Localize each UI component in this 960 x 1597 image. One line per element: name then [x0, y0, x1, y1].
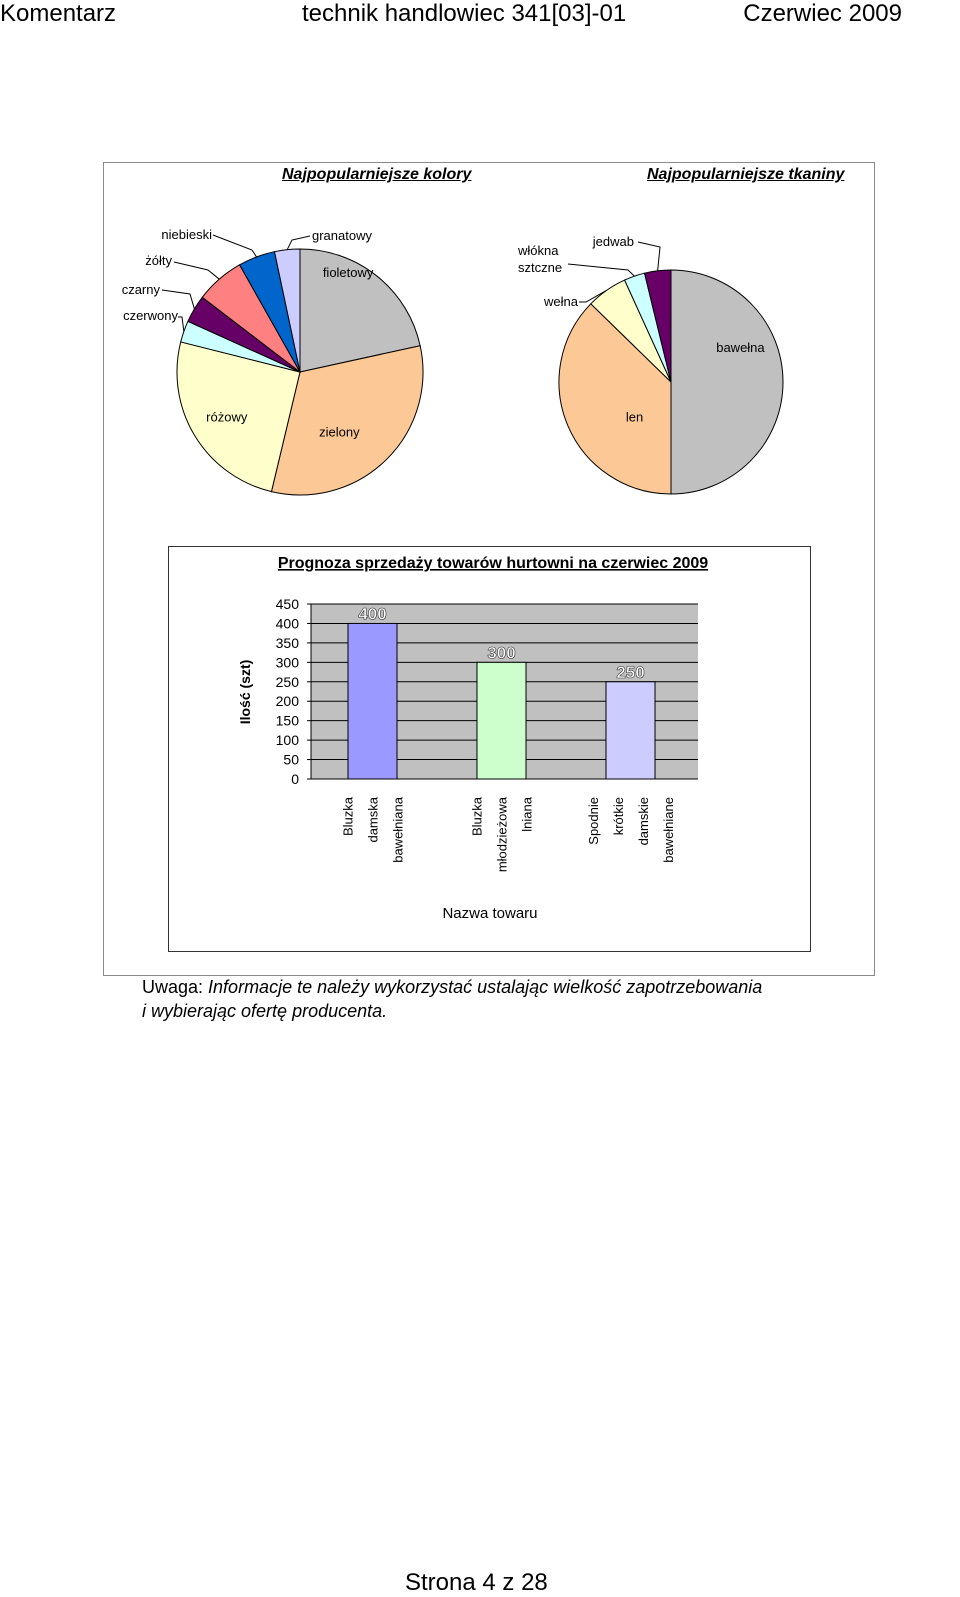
pie-label-0: bawełna — [716, 340, 765, 355]
bar-0 — [348, 623, 397, 779]
pie-label-1: zielony — [319, 424, 360, 440]
category-label: lniana — [519, 797, 535, 832]
header-center: technik handlowiec 341[03]-01 — [302, 0, 627, 27]
note-text-2: i wybierając ofertę producenta. — [142, 1001, 388, 1021]
bar-data-label-0: 400 — [358, 604, 387, 624]
note-line-1 — [142, 975, 762, 999]
category-label: damska — [365, 797, 381, 843]
pie-label-3: włókna sztczne — [518, 243, 563, 275]
category-label: bawełniane — [661, 797, 676, 863]
y-tick-label: 450 — [275, 596, 299, 612]
fabrics-pie-chart — [508, 222, 838, 542]
pie-leader-line-4 — [638, 242, 660, 271]
pie-label-4: czarny — [121, 282, 160, 297]
category-label: Bluzka — [469, 797, 485, 837]
pie-slice-0 — [671, 270, 783, 494]
pie-label-3: czerwony — [123, 308, 178, 323]
category-label: damskie — [636, 797, 651, 846]
pie-leader-line-4 — [162, 290, 194, 309]
fabrics-pie-title: Najpopularniejsze tkaniny — [647, 166, 845, 183]
pie-label-4: jedwab — [592, 234, 634, 249]
category-label: Bluzka — [340, 797, 356, 837]
category-label: młodzieżowa — [494, 797, 510, 873]
header-left: Komentarz — [0, 0, 117, 27]
pie-label-0: fioletowy — [322, 265, 374, 281]
bar-2 — [606, 682, 655, 779]
bar-data-label-2: 250 — [616, 662, 645, 682]
note-text-1: Informacje te należy wykorzystać ustalając wielkość zapotrzebowania — [208, 977, 763, 997]
pie-leader-line-7 — [287, 236, 310, 250]
pie-leader-line-3 — [178, 317, 184, 331]
pie-label-7: granatowy — [312, 228, 372, 243]
pie-label-2: wełna — [544, 294, 578, 309]
y-tick-label: 350 — [275, 634, 299, 651]
y-tick-label: 250 — [275, 673, 299, 690]
pie-label-5: żółty — [145, 253, 172, 268]
pie-label-6: niebieski — [161, 227, 212, 242]
colors-pie-chart — [120, 222, 450, 542]
bar-chart-ylabel: Ilość (szt) — [237, 659, 253, 725]
pie-leader-line-6 — [213, 235, 257, 257]
note-prefix: Uwaga: — [142, 977, 204, 997]
pie-leader-line-3 — [568, 264, 634, 276]
bar-data-label-1: 300 — [487, 643, 516, 663]
y-tick-label: 400 — [275, 615, 299, 632]
y-tick-label: 50 — [283, 751, 299, 768]
y-tick-label: 300 — [275, 654, 299, 671]
bar-chart — [168, 546, 811, 952]
header-right: Czerwiec 2009 — [743, 0, 902, 27]
y-tick-label: 0 — [291, 771, 299, 787]
pie-label-1: len — [625, 409, 644, 425]
colors-pie-title: Najpopularniejsze kolory — [282, 166, 472, 183]
category-label: krótkie — [611, 797, 626, 836]
pie-leader-line-5 — [174, 262, 219, 279]
bar-1 — [477, 662, 526, 779]
bar-chart-title: Prognoza sprzedaży towarów hurtowni na czerwiec 2009 — [277, 555, 709, 572]
y-tick-label: 200 — [275, 693, 299, 710]
page-number: Strona 4 z 28 — [405, 1569, 548, 1596]
y-tick-label: 100 — [275, 732, 299, 749]
pie-label-2: różowy — [206, 409, 248, 425]
bar-chart-xlabel: Nazwa towaru — [442, 905, 538, 922]
category-label: Spodnie — [586, 797, 601, 845]
y-tick-label: 150 — [275, 712, 299, 729]
note-line-2 — [142, 999, 387, 1023]
category-label: bawełniana — [390, 797, 406, 863]
